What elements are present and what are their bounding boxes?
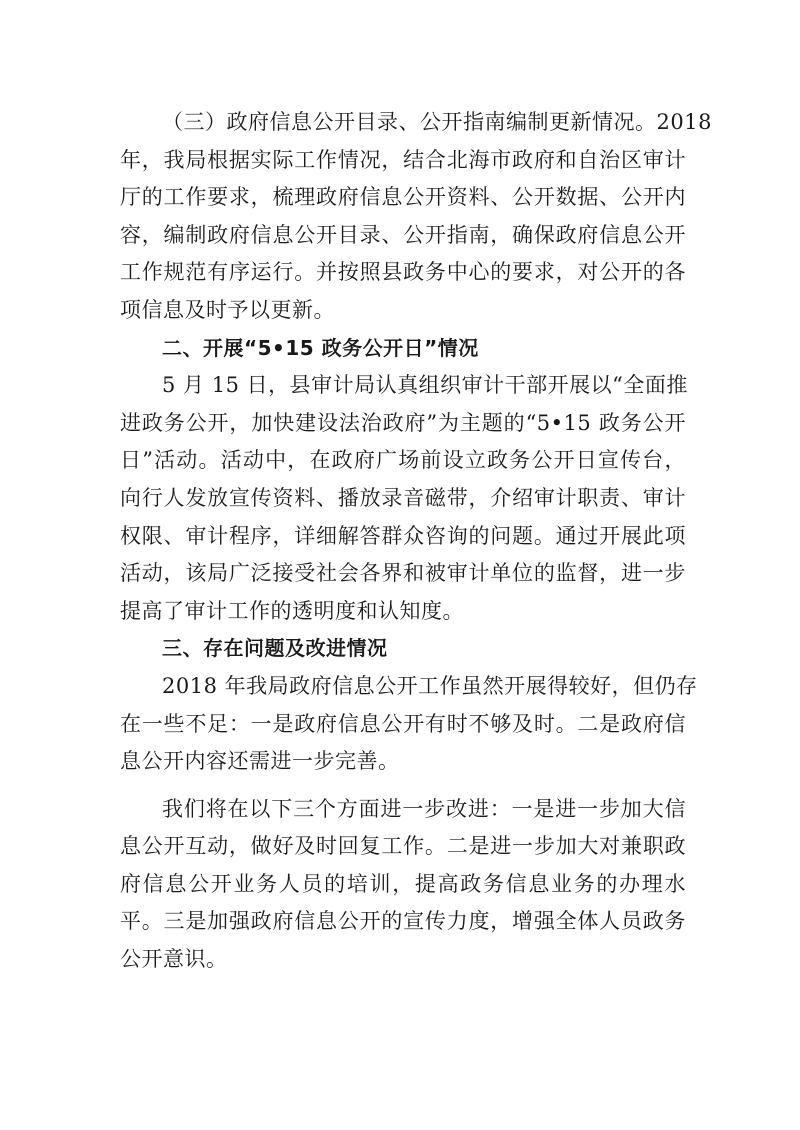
text-line: 平。三是加强政府信息公开的宣传力度，增强全体人员政务 — [120, 909, 686, 934]
text-line: 日”活动。活动中，在政府广场前设立政务公开日宣传台， — [120, 448, 686, 473]
section-heading-problems: 三、存在问题及改进情况 — [162, 636, 388, 661]
text-line: 厅的工作要求，梳理政府信息公开资料、公开数据、公开内 — [120, 185, 686, 210]
text-line: 息公开内容还需进一步完善。 — [120, 749, 400, 774]
text-line: 我们将在以下三个方面进一步改进：一是进一步加大信 — [162, 796, 686, 821]
text-line: 容，编制政府信息公开目录、公开指南，确保政府信息公开 — [120, 222, 686, 247]
text-line: 活动，该局广泛接受社会各界和被审计单位的监督，进一步 — [120, 561, 686, 586]
paragraph-open-day — [120, 367, 686, 630]
text-line: 公开意识。 — [120, 947, 228, 972]
text-line: 5 月 15 日，县审计局认真组织审计干部开展以“全面推 — [162, 373, 688, 398]
text-line: 项信息及时予以更新。 — [120, 297, 335, 322]
paragraph-improvements — [120, 791, 686, 979]
text-line: 府信息公开业务人员的培训，提高政务信息业务的办理水 — [120, 871, 686, 896]
text-line: 在一些不足：一是政府信息公开有时不够及时。二是政府信 — [120, 711, 686, 736]
document-body — [120, 104, 712, 979]
text-line: 息公开互动，做好及时回复工作。二是进一步加大对兼职政 — [120, 834, 686, 859]
section-heading-open-day: 二、开展“5•15 政务公开日”情况 — [162, 335, 479, 360]
paragraph-catalog-update — [120, 104, 712, 330]
text-line: 进政务公开，加快建设法治政府”为主题的“5•15 政务公开 — [120, 410, 686, 435]
paragraph-gap — [120, 781, 686, 791]
text-line: 向行人发放宣传资料、播放录音磁带，介绍审计职责、审计 — [120, 485, 686, 510]
text-line: 年，我局根据实际工作情况，结合北海市政府和自治区审计 — [120, 147, 686, 172]
text-line: 提高了审计工作的透明度和认知度。 — [120, 598, 464, 623]
paragraph-problems — [120, 668, 698, 781]
text-line: 权限、审计程序，详细解答群众咨询的问题。通过开展此项 — [120, 523, 686, 548]
text-line: 工作规范有序运行。并按照县政务中心的要求，对公开的各 — [120, 260, 686, 285]
text-line: （三）政府信息公开目录、公开指南编制更新情况。2018 — [162, 110, 712, 134]
text-line: 2018 年我局政府信息公开工作虽然开展得较好，但仍存 — [162, 673, 698, 698]
